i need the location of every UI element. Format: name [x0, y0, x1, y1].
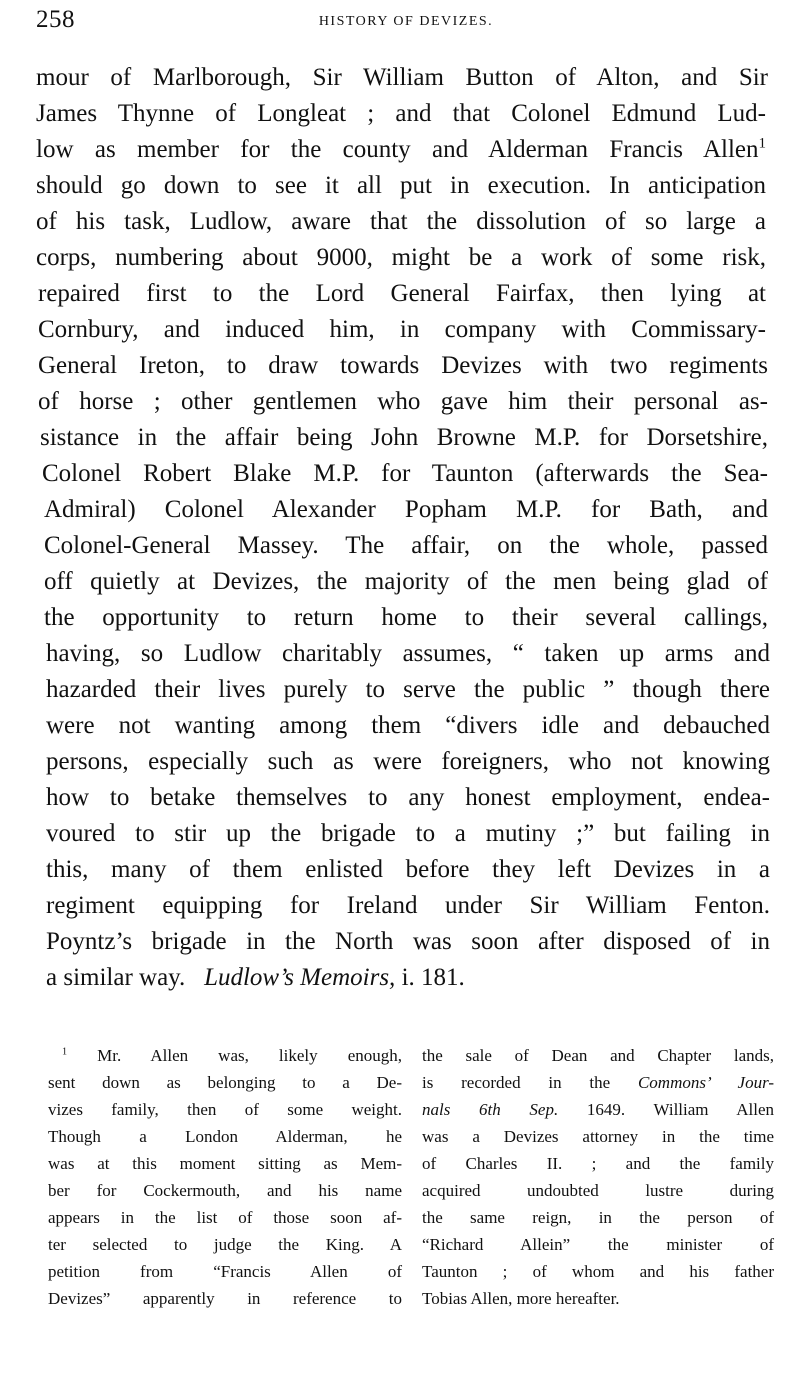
footnote-line: petition from “Francis Allen of [48, 1262, 402, 1281]
body-text-fragment: i. 181. [401, 964, 465, 991]
body-text-fragment: a similar way. [46, 964, 186, 991]
body-line: voured to stir up the brigade to a mutiny ;” but failing in [46, 820, 770, 847]
body-line: having, so Ludlow charitably assumes, “ taken up arms and [46, 640, 770, 667]
footnote-line: sent down as belonging to a De- [48, 1073, 402, 1092]
memoirs-citation: Ludlow’s Memoirs, [204, 964, 396, 991]
body-line: regiment equipping for Ireland under Sir William Fenton. [46, 892, 770, 919]
footnote-line: ber for Cockermouth, and his name [48, 1181, 402, 1200]
body-line: sistance in the affair being John Browne M.P. for Dorsetshire, [40, 424, 768, 451]
page-number: 258 [36, 6, 75, 33]
body-line: hazarded their lives purely to serve the public ” though there [46, 676, 770, 703]
body-line: off quietly at Devizes, the majority of the men being glad of [44, 568, 768, 595]
body-line: low as member for the county and Alderman Francis Allen$^1$ [36, 135, 766, 163]
footnote-line: Devizes” apparently in reference to [48, 1289, 402, 1308]
footnote-line: vizes family, then of some weight. [48, 1100, 402, 1119]
footnote-line: acquired undoubted lustre during [422, 1181, 774, 1200]
footnote-line: the same reign, in the person of [422, 1208, 774, 1227]
footnote-line: of Charles II. ; and the family [422, 1154, 774, 1173]
footnote-line: appears in the list of those soon af- [48, 1208, 402, 1227]
body-line: of his task, Ludlow, aware that the dissolution of so large a [36, 208, 766, 235]
body-line: Colonel-General Massey. The affair, on the whole, passed [44, 532, 768, 559]
running-head [36, 6, 776, 38]
body-line: repaired first to the Lord General Fairfax, then lying at [38, 280, 766, 307]
body-line: Poyntz’s brigade in the North was soon after disposed of in [46, 928, 770, 955]
body-line: how to betake themselves to any honest employment, endea- [46, 784, 770, 811]
body-last-line [46, 960, 770, 996]
body-line: the opportunity to return home to their several callings, [44, 604, 768, 631]
footnote-line: ter selected to judge the King. A [48, 1235, 402, 1254]
body-line: James Thynne of Longleat ; and that Colonel Edmund Lud- [36, 100, 766, 127]
footnote-line: was at this moment sitting as Mem- [48, 1154, 402, 1173]
body-line: should go down to see it all put in execution. In anticipation [36, 172, 766, 199]
footnote-line: Tobias Allen, more hereafter. [422, 1289, 620, 1308]
commons-journals-citation: Commons’ Jour- [637, 1073, 775, 1092]
body-line: Cornbury, and induced him, in company with Commissary- [38, 316, 766, 343]
body-line: Colonel Robert Blake M.P. for Taunton (afterwards the Sea- [42, 460, 768, 487]
body-line: this, many of them enlisted before they left Devizes in a [46, 856, 770, 883]
footnote-line: the sale of Dean and Chapter lands, [422, 1046, 774, 1065]
footnote-line [422, 1069, 774, 1096]
journals-date-citation: nals 6th Sep. [422, 1100, 559, 1119]
footnote-text-fragment: is recorded in the [422, 1073, 611, 1092]
footnote-line: was a Devizes attorney in the time [422, 1127, 774, 1146]
body-line: Admiral) Colonel Alexander Popham M.P. for Bath, and [44, 496, 768, 523]
footnote-line: Taunton ; of whom and his father [422, 1262, 774, 1281]
running-title: HISTORY OF DEVIZES. [318, 14, 494, 29]
body-line: mour of Marlborough, Sir William Button of Alton, and Sir [36, 64, 768, 91]
footnote-line: Though a London Alderman, he [48, 1127, 402, 1146]
body-line: of horse ; other gentlemen who gave him their personal as- [38, 388, 768, 415]
footnote-line [422, 1096, 774, 1123]
footnote-line: $^1$ Mr. Allen was, likely enough, [62, 1046, 402, 1065]
footnote-line: “Richard Allein” the minister of [422, 1235, 774, 1254]
footnote-text-fragment: 1649. William Allen [586, 1100, 775, 1119]
body-line: corps, numbering about 9000, might be a work of some risk, [36, 244, 766, 271]
body-line: were not wanting among them “divers idle and debauched [46, 712, 770, 739]
body-line: General Ireton, to draw towards Devizes with two regiments [38, 352, 768, 379]
body-line: persons, especially such as were foreigners, who not knowing [46, 748, 770, 775]
